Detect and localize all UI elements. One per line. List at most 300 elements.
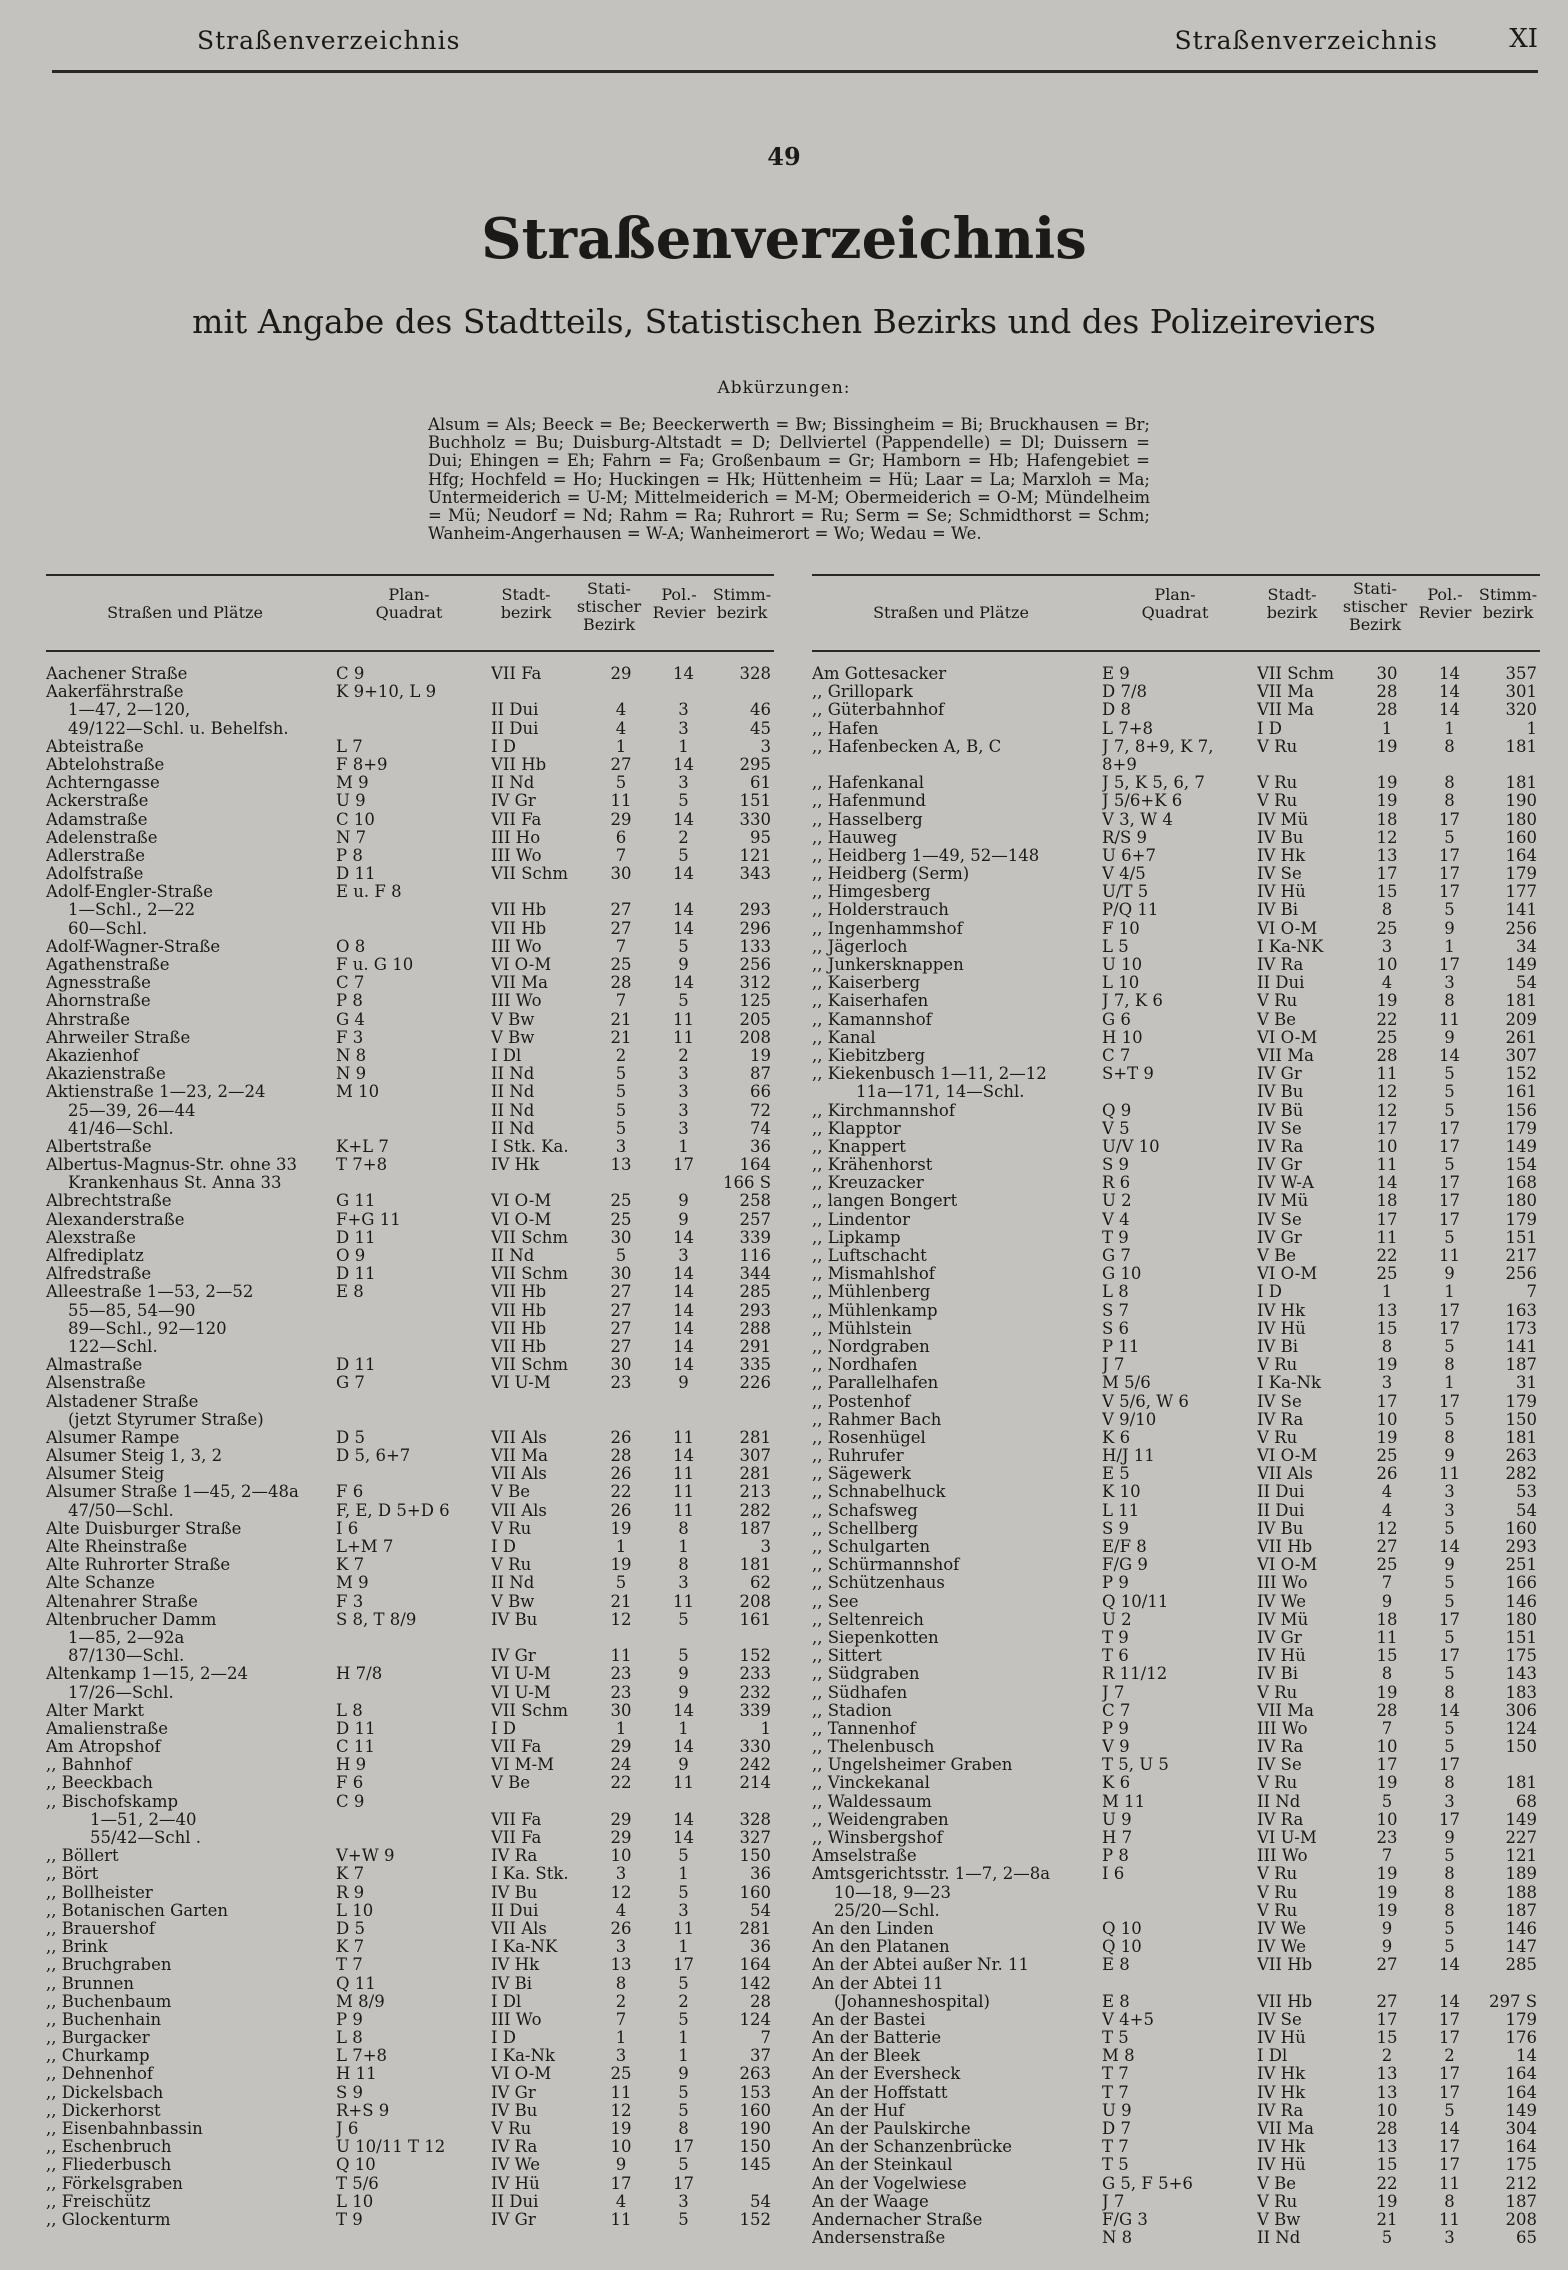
stadtbezirk: II Dui xyxy=(491,2191,539,2211)
pol-revier: 5 xyxy=(1444,1518,1455,1538)
street-name: Albertus-Magnus-Str. ohne 33 xyxy=(46,1155,297,1175)
street-name: ,, Jägerloch xyxy=(812,936,908,956)
pol-revier: 9 xyxy=(678,1664,689,1684)
pol-revier: 17 xyxy=(1439,1209,1460,1229)
stat-bezirk: 27 xyxy=(610,1318,632,1338)
stadtbezirk: IV Hk xyxy=(1257,2064,1306,2084)
pol-revier: 17 xyxy=(1439,845,1460,865)
table-row xyxy=(812,1810,1540,1828)
stadtbezirk: II Nd xyxy=(491,1118,535,1138)
stadtbezirk: IV Se xyxy=(1257,1391,1302,1411)
street-name: An der Hoffstatt xyxy=(812,2082,948,2102)
street-name: 10—18, 9—23 xyxy=(834,1882,951,1902)
stimmbezirk: 164 xyxy=(739,1155,771,1175)
street-name: ,, Weidengraben xyxy=(812,1809,949,1829)
pol-revier: 17 xyxy=(1439,2009,1460,2029)
table-row xyxy=(812,882,1540,900)
stat-bezirk: 26 xyxy=(610,1464,632,1484)
street-name: ,, Mühlenberg xyxy=(812,1282,931,1302)
stimmbezirk: 187 xyxy=(1505,1355,1537,1375)
stat-bezirk: 19 xyxy=(1376,991,1398,1011)
stimmbezirk: 163 xyxy=(1505,1300,1537,1320)
table-row xyxy=(812,2083,1540,2101)
stadtbezirk: II Dui xyxy=(1257,1482,1305,1502)
stadtbezirk: VII Hb xyxy=(491,918,547,938)
table-row xyxy=(46,1392,774,1410)
table-row xyxy=(46,1555,774,1573)
pol-revier: 17 xyxy=(1439,2137,1460,2157)
stimmbezirk: 208 xyxy=(739,1591,771,1611)
stat-bezirk: 8 xyxy=(1381,900,1393,920)
stimmbezirk: 164 xyxy=(1505,2082,1537,2102)
stimmbezirk: 124 xyxy=(1505,1718,1537,1738)
street-name: An der Huf xyxy=(812,2100,905,2120)
table-row xyxy=(46,1792,774,1810)
stadtbezirk: V Ru xyxy=(1257,991,1298,1011)
pol-revier: 8 xyxy=(1444,1882,1455,1902)
table-row xyxy=(812,1028,1540,1046)
stimmbezirk: 61 xyxy=(750,773,771,793)
stimmbezirk: 242 xyxy=(739,1755,771,1775)
plan-quadrat: T 7 xyxy=(1102,2082,1129,2102)
stimmbezirk: 327 xyxy=(739,1828,771,1847)
table-row xyxy=(812,1082,1540,1100)
stat-bezirk: 26 xyxy=(610,1500,632,1520)
pol-revier: 1 xyxy=(678,736,689,756)
pol-revier: 17 xyxy=(673,1155,694,1175)
table-row xyxy=(812,900,1540,918)
pol-revier: 5 xyxy=(678,1973,689,1993)
stat-bezirk: 11 xyxy=(610,2209,632,2229)
table-row xyxy=(812,991,1540,1009)
stimmbezirk: 256 xyxy=(1505,918,1537,938)
stadtbezirk: IV Gr xyxy=(491,1646,536,1666)
table-row xyxy=(46,1628,774,1646)
stadtbezirk: I Ka-Nk xyxy=(491,2046,555,2066)
stadtbezirk: II Dui xyxy=(491,718,539,738)
pol-revier: 17 xyxy=(673,1955,694,1975)
stimmbezirk: 188 xyxy=(1505,1882,1537,1902)
table-row xyxy=(46,1864,774,1882)
stat-bezirk: 13 xyxy=(1376,845,1398,865)
table-row xyxy=(812,2137,1540,2155)
stat-bezirk: 10 xyxy=(1376,2100,1398,2120)
pol-revier: 5 xyxy=(1444,1664,1455,1684)
stimmbezirk: 133 xyxy=(739,936,771,956)
pol-revier: 3 xyxy=(678,1118,689,1138)
stadtbezirk: II Dui xyxy=(491,1900,539,1920)
table-row xyxy=(812,2028,1540,2046)
plan-quadrat: T 7 xyxy=(336,1955,363,1975)
stat-bezirk: 10 xyxy=(1376,1737,1398,1757)
stat-bezirk: 8 xyxy=(1381,1336,1393,1356)
plan-quadrat: F/G 9 xyxy=(1102,1555,1148,1575)
stimmbezirk: 212 xyxy=(1505,2173,1537,2193)
street-name: ,, Vinckekanal xyxy=(812,1773,930,1793)
table-row xyxy=(812,1137,1540,1155)
stat-bezirk: 3 xyxy=(1381,936,1393,956)
plan-quadrat: V 4/5 xyxy=(1102,864,1146,884)
stat-bezirk: 11 xyxy=(1376,1064,1398,1084)
stat-bezirk: 10 xyxy=(610,2137,632,2157)
stadtbezirk: V Bw xyxy=(491,1027,535,1047)
stat-bezirk: 6 xyxy=(615,827,627,847)
plan-quadrat: L 10 xyxy=(336,2191,374,2211)
stat-bezirk: 18 xyxy=(1376,809,1398,829)
street-name: ,, Bollheister xyxy=(46,1882,153,1902)
street-name: ,, Nordgraben xyxy=(812,1336,930,1356)
stimmbezirk: 306 xyxy=(1505,1700,1537,1720)
stadtbezirk: VII Ma xyxy=(1257,1045,1314,1065)
plan-quadrat: H 9 xyxy=(336,1755,367,1775)
stat-bezirk: 19 xyxy=(610,1518,632,1538)
street-name: Aktienstraße 1—23, 2—24 xyxy=(46,1082,266,1102)
stat-bezirk: 12 xyxy=(1376,1518,1398,1538)
stimmbezirk: 150 xyxy=(739,1846,771,1866)
pol-revier: 2 xyxy=(1444,2046,1455,2066)
table-row xyxy=(46,2174,774,2192)
stimmbezirk: 151 xyxy=(1505,1627,1537,1647)
table-row xyxy=(46,737,774,755)
street-name: ,, Grillopark xyxy=(812,682,913,702)
stat-bezirk: 4 xyxy=(1381,973,1393,993)
stadtbezirk: IV Ra xyxy=(491,2137,538,2157)
plan-quadrat: S 8, T 8/9 xyxy=(336,1609,417,1629)
street-name: ,, Brauershof xyxy=(46,1918,155,1938)
pol-revier: 5 xyxy=(678,2100,689,2120)
stimmbezirk: 54 xyxy=(750,1900,771,1920)
stat-bezirk: 17 xyxy=(610,2173,632,2193)
table-row xyxy=(812,1646,1540,1664)
pol-revier: 17 xyxy=(673,2137,694,2157)
pol-revier: 11 xyxy=(673,1482,694,1502)
pol-revier: 5 xyxy=(1444,1573,1455,1593)
stat-bezirk: 1 xyxy=(615,1537,627,1556)
table-row xyxy=(46,2010,774,2028)
pol-revier: 14 xyxy=(673,864,694,884)
stat-bezirk: 5 xyxy=(615,1573,627,1593)
stat-bezirk: 19 xyxy=(1376,1427,1398,1447)
table-row xyxy=(812,1010,1540,1028)
stimmbezirk: 179 xyxy=(1505,1118,1537,1138)
pol-revier: 14 xyxy=(1439,664,1460,683)
table-row xyxy=(812,2174,1540,2192)
table-row xyxy=(812,1755,1540,1773)
stat-bezirk: 29 xyxy=(610,664,632,683)
plan-quadrat: M 5/6 xyxy=(1102,1373,1151,1393)
stadtbezirk: VII Hb xyxy=(491,1336,547,1356)
pol-revier: 8 xyxy=(1444,791,1455,811)
stat-bezirk: 11 xyxy=(1376,1627,1398,1647)
stadtbezirk: IV Se xyxy=(1257,1209,1302,1229)
stimmbezirk: 166 xyxy=(1505,1573,1537,1593)
table-row xyxy=(812,864,1540,882)
plan-quadrat: M 8 xyxy=(1102,2046,1135,2066)
stadtbezirk: IV Hü xyxy=(1257,1318,1306,1338)
table-row xyxy=(812,1846,1540,1864)
plan-quadrat: J 7, K 6 xyxy=(1102,991,1163,1011)
street-name: ,, Hafenmund xyxy=(812,791,926,811)
stat-bezirk: 3 xyxy=(615,1864,627,1884)
stimmbezirk: 151 xyxy=(1505,1227,1537,1247)
street-name: ,, Himgesberg xyxy=(812,882,931,902)
stadtbezirk: VI U-M xyxy=(491,1664,551,1684)
stadtbezirk: IV Hk xyxy=(491,1155,540,1175)
street-name: An der Abtei 11 xyxy=(812,1973,944,1993)
stimmbezirk: 330 xyxy=(739,1737,771,1757)
stadtbezirk: II Dui xyxy=(1257,1500,1305,1520)
stadtbezirk: II Dui xyxy=(1257,973,1305,993)
plan-quadrat: K 9+10, L 9 xyxy=(336,682,437,702)
stimmbezirk: 285 xyxy=(1505,1955,1537,1975)
table-row xyxy=(812,682,1540,700)
stimmbezirk: 160 xyxy=(1505,1518,1537,1538)
street-name: 1—Schl., 2—22 xyxy=(68,900,196,920)
plan-quadrat: E 9 xyxy=(1102,664,1130,683)
street-name: Alte Rheinstraße xyxy=(46,1537,188,1556)
stimmbezirk: 205 xyxy=(739,1009,771,1029)
stat-bezirk: 29 xyxy=(610,1828,632,1847)
plan-quadrat: P 11 xyxy=(1102,1336,1140,1356)
plan-quadrat: U 10 xyxy=(1102,955,1143,974)
table-row xyxy=(812,1428,1540,1446)
street-name: ,, Winsbergshof xyxy=(812,1828,943,1847)
pol-revier: 11 xyxy=(1439,2209,1460,2229)
plan-quadrat: P 9 xyxy=(1102,1573,1129,1593)
stimmbezirk: 295 xyxy=(739,754,771,774)
stimmbezirk: 181 xyxy=(1505,1773,1537,1793)
stat-bezirk: 25 xyxy=(1376,1555,1398,1575)
stat-bezirk: 13 xyxy=(1376,2064,1398,2084)
table-row xyxy=(46,864,774,882)
plan-quadrat: S 9 xyxy=(1102,1518,1130,1538)
table-row xyxy=(46,2046,774,2064)
table-row xyxy=(812,791,1540,809)
table-row xyxy=(46,1573,774,1591)
pol-revier: 14 xyxy=(1439,682,1460,702)
street-name: ,, Beeckbach xyxy=(46,1773,153,1793)
table-row xyxy=(46,1064,774,1082)
pol-revier: 5 xyxy=(1444,1082,1455,1102)
stadtbezirk: VII Hb xyxy=(491,900,547,920)
stat-bezirk: 26 xyxy=(610,1427,632,1447)
pol-revier: 5 xyxy=(1444,1227,1455,1247)
table-row xyxy=(46,1282,774,1300)
stadtbezirk: I Dl xyxy=(1257,2046,1288,2066)
plan-quadrat: J 6 xyxy=(336,2119,359,2138)
table-row xyxy=(812,1464,1540,1482)
plan-quadrat: U 10/11 T 12 xyxy=(336,2137,446,2157)
stadtbezirk: IV Bu xyxy=(491,1609,538,1629)
table-row xyxy=(812,1592,1540,1610)
street-name: ,, Ruhrufer xyxy=(812,1446,904,1466)
table-row xyxy=(46,1773,774,1791)
stimmbezirk: 263 xyxy=(739,2064,771,2084)
street-name: Alte Ruhrorter Straße xyxy=(46,1555,231,1575)
street-name: ,, Tannenhof xyxy=(812,1718,916,1738)
stadtbezirk: V Ru xyxy=(1257,736,1298,756)
plan-quadrat: H 10 xyxy=(1102,1027,1143,1047)
table-header xyxy=(46,574,774,652)
street-name: ,, Hasselberg xyxy=(812,809,923,829)
plan-quadrat: T 6 xyxy=(1102,1646,1129,1666)
pol-revier: 1 xyxy=(678,1864,689,1884)
stat-bezirk: 28 xyxy=(610,1446,632,1466)
stimmbezirk: 145 xyxy=(739,2155,771,2175)
table-row xyxy=(812,1883,1540,1901)
pol-revier: 8 xyxy=(1444,736,1455,756)
stat-bezirk: 19 xyxy=(1376,1773,1398,1793)
stat-bezirk: 7 xyxy=(1381,1718,1393,1738)
stadtbezirk: VII Schm xyxy=(1257,664,1335,683)
street-name: ,, Hafenbecken A, B, C xyxy=(812,736,1002,756)
stadtbezirk: V Be xyxy=(491,1773,531,1793)
street-name: Adolf-Engler-Straße xyxy=(46,882,213,902)
stimmbezirk: 31 xyxy=(1516,1373,1537,1393)
street-name: ,, Kiekenbusch 1—11, 2—12 xyxy=(812,1064,1047,1084)
pol-revier: 9 xyxy=(1444,1828,1455,1847)
stadtbezirk: IV Bu xyxy=(491,2100,538,2120)
table-row xyxy=(812,1210,1540,1228)
stadtbezirk: II Nd xyxy=(491,1064,535,1084)
stat-bezirk: 15 xyxy=(1376,1646,1398,1666)
stat-bezirk: 14 xyxy=(1376,1173,1398,1193)
stat-bezirk: 7 xyxy=(615,936,627,956)
table-row xyxy=(812,1737,1540,1755)
stimmbezirk: 190 xyxy=(739,2119,771,2138)
plan-quadrat: V+W 9 xyxy=(336,1846,395,1866)
stat-bezirk: 22 xyxy=(1376,1009,1398,1029)
plan-quadrat: G 4 xyxy=(336,1009,365,1029)
pol-revier: 17 xyxy=(1439,1136,1460,1156)
street-name: ,, Dehnenhof xyxy=(46,2064,154,2084)
pol-revier: 11 xyxy=(673,1500,694,1520)
plan-quadrat: V 9/10 xyxy=(1102,1409,1157,1429)
stimmbezirk: 293 xyxy=(739,1300,771,1320)
pol-revier: 3 xyxy=(678,718,689,738)
street-name: 1—51, 2—40 xyxy=(90,1809,197,1829)
pol-revier: 8 xyxy=(1444,1900,1455,1920)
header-vote: Stimm- bezirk xyxy=(1478,585,1538,622)
plan-quadrat: F/G 3 xyxy=(1102,2209,1148,2229)
table-row xyxy=(46,664,774,682)
street-name: Alstadener Straße xyxy=(46,1391,199,1411)
pol-revier: 17 xyxy=(1439,809,1460,829)
stadtbezirk: VII Ma xyxy=(1257,682,1314,702)
table-row xyxy=(46,1755,774,1773)
table-row xyxy=(46,1992,774,2010)
table-row xyxy=(46,1592,774,1610)
stat-bezirk: 2 xyxy=(615,1991,627,2011)
table-row xyxy=(46,1719,774,1737)
stat-bezirk: 30 xyxy=(610,864,632,884)
stadtbezirk: I D xyxy=(491,1718,516,1738)
pol-revier: 8 xyxy=(678,2119,689,2138)
stat-bezirk: 4 xyxy=(1381,1500,1393,1520)
table-row xyxy=(812,2010,1540,2028)
street-name: ,, Schnabelhuck xyxy=(812,1482,946,1502)
stimmbezirk: 161 xyxy=(739,1609,771,1629)
pol-revier: 11 xyxy=(673,1773,694,1793)
stadtbezirk: V Bw xyxy=(1257,2209,1301,2229)
stadtbezirk: VII Schm xyxy=(491,1227,569,1247)
stat-bezirk: 7 xyxy=(615,2009,627,2029)
stimmbezirk: 37 xyxy=(750,2046,771,2066)
stat-bezirk: 27 xyxy=(610,900,632,920)
plan-quadrat: D 11 xyxy=(336,864,376,884)
stat-bezirk: 27 xyxy=(610,1282,632,1302)
pol-revier: 14 xyxy=(673,918,694,938)
plan-quadrat: F u. G 10 xyxy=(336,955,414,974)
stimmbezirk: 180 xyxy=(1505,809,1537,829)
plan-quadrat: M 11 xyxy=(1102,1791,1146,1811)
header-street: Straßen und Plätze xyxy=(107,603,263,622)
street-name: ,, Postenhof xyxy=(812,1391,911,1411)
plan-quadrat: K 7 xyxy=(336,1937,365,1957)
pol-revier: 5 xyxy=(678,1882,689,1902)
stimmbezirk: 160 xyxy=(1505,827,1537,847)
header-street: Straßen und Plätze xyxy=(873,603,1029,622)
stadtbezirk: I Dl xyxy=(491,1045,522,1065)
table-row xyxy=(46,1246,774,1264)
plan-quadrat: K 7 xyxy=(336,1864,365,1884)
table-row xyxy=(46,1155,774,1173)
stimmbezirk: 217 xyxy=(1505,1246,1537,1265)
street-name: Amselstraße xyxy=(812,1846,917,1866)
pol-revier: 11 xyxy=(673,1009,694,1029)
stadtbezirk: IV Gr xyxy=(491,2209,536,2229)
stadtbezirk: VI U-M xyxy=(1257,1828,1317,1847)
stadtbezirk: IV Mü xyxy=(1257,809,1309,829)
plan-quadrat: U/V 10 xyxy=(1102,1136,1160,1156)
stimmbezirk: 208 xyxy=(1505,2209,1537,2229)
stat-bezirk: 22 xyxy=(1376,2173,1398,2193)
header-page-roman: XI xyxy=(1509,24,1538,54)
table-row xyxy=(46,1828,774,1846)
stadtbezirk: IV Hk xyxy=(1257,1300,1306,1320)
pol-revier: 14 xyxy=(1439,2119,1460,2138)
stadtbezirk: IV Se xyxy=(1257,1118,1302,1138)
stat-bezirk: 29 xyxy=(610,809,632,829)
table-row xyxy=(812,1992,1540,2010)
plan-quadrat: T 7 xyxy=(1102,2137,1129,2157)
abbreviations-text: Alsum = Als; Beeck = Be; Beeckerwerth = Bw; Bissingheim = Bi; Bruckhausen = Br; Buchholz = Bu; Duisburg-Altstadt = D; Dellviertel (Pappendelle) = Dl; Duissern = Dui; Ehingen = Eh; Fahrn = Fa; Großenbaum = Gr; Hamborn = Hb; Hafengebiet = Hfg; Hochfeld = Ho; Huckingen = Hk; Hüttenheim = Hü; Laar = La; Marxloh = Ma; Untermeiderich = U-M; Mittelmeiderich = M-M; Obermeiderich = O-M; Mündelheim = Mü; Neudorf = Nd; Rahm = Ra; Ruhrort = Ru; Serm = Se; Schmidthorst = Schm; Wanheim-Angerhausen = W-A; Wanheimerort = Wo; Wedau = We. xyxy=(428,415,1150,544)
pol-revier: 5 xyxy=(678,2009,689,2029)
pol-revier: 9 xyxy=(678,1373,689,1393)
stimmbezirk: 14 xyxy=(1516,2046,1537,2066)
street-name: Akazienhof xyxy=(46,1045,139,1065)
street-name: ,, Rahmer Bach xyxy=(812,1409,942,1429)
stimmbezirk: 160 xyxy=(739,1882,771,1902)
stadtbezirk: IV Mü xyxy=(1257,1191,1309,1211)
stadtbezirk: VI O-M xyxy=(1257,1446,1318,1466)
stadtbezirk: I Ka. Stk. xyxy=(491,1864,569,1884)
stat-bezirk: 1 xyxy=(1381,718,1393,738)
stadtbezirk: II Dui xyxy=(491,700,539,720)
stat-bezirk: 30 xyxy=(610,1355,632,1375)
table-row xyxy=(46,828,774,846)
stat-bezirk: 19 xyxy=(1376,1900,1398,1920)
stat-bezirk: 19 xyxy=(1376,1355,1398,1375)
pol-revier: 2 xyxy=(678,1045,689,1065)
stimmbezirk: 150 xyxy=(739,2137,771,2157)
stat-bezirk: 10 xyxy=(1376,955,1398,974)
pol-revier: 14 xyxy=(1439,1991,1460,2011)
stadtbezirk: II Nd xyxy=(491,773,535,793)
pol-revier: 14 xyxy=(673,1446,694,1466)
pol-revier: 1 xyxy=(678,1937,689,1957)
stat-bezirk: 17 xyxy=(1376,864,1398,884)
